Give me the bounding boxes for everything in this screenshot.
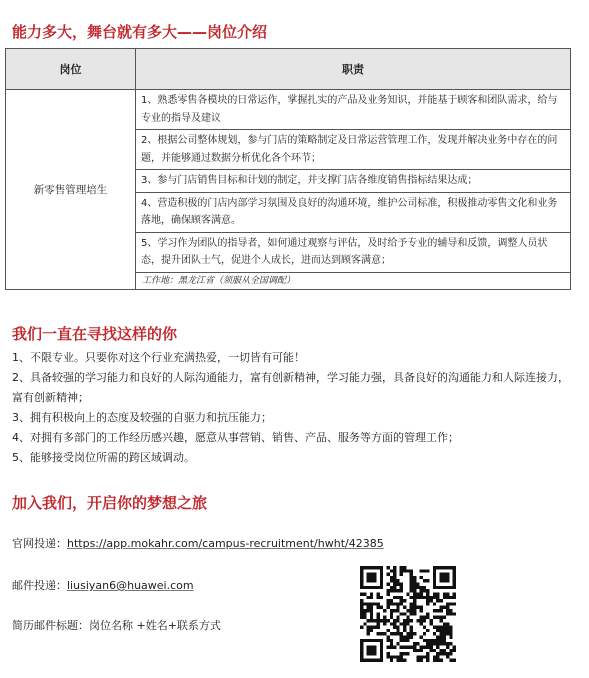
list-item: 4、对拥有多部门的工作经历感兴趣，愿意从事营销、销售、产品、服务等方面的管理工作；: [12, 431, 459, 444]
website-label: 官网投递：: [12, 537, 67, 550]
website-link[interactable]: https://app.mokahr.com/campus-recruitment/hwht/42385: [67, 537, 384, 550]
table-row: [6, 90, 571, 130]
position-section-title: 能力多大，舞台就有多大——岗位介绍: [12, 23, 268, 41]
list-item: 2、具备较强的学习能力和良好的人际沟通能力，富有创新精神，学习能力强，具备良好的沟通能力和人际连接力，富有创新精神；: [12, 371, 569, 404]
qr-code-icon: [360, 566, 456, 662]
subject-label: 简历邮件标题：: [12, 619, 89, 632]
email-subject-line: [12, 617, 221, 633]
duty-item: 1、熟悉零售各模块的日常运作，掌握扎实的产品及业务知识，并能基于顾客和团队需求，给与专业的指导及建议: [136, 90, 571, 130]
list-item: 3、拥有积极向上的态度及较强的自驱力和抗压能力；: [12, 411, 272, 424]
duty-item: 3、参与门店销售目标和计划的制定，并支撑门店各维度销售指标结果达成；: [136, 170, 571, 193]
email-link[interactable]: liusiyan6@huawei.com: [67, 579, 194, 592]
header-duty: 职责: [136, 49, 571, 90]
email-label: 邮件投递：: [12, 579, 67, 592]
subject-format: 岗位名称 +姓名+联系方式: [89, 619, 221, 632]
list-item: 5、能够接受岗位所需的跨区域调动。: [12, 451, 195, 464]
post-name: 新零售管理培生: [6, 90, 136, 290]
duty-item: 4、营造积极的门店内部学习氛围及良好的沟通环境，维护公司标准，积极推动零售文化和业务落地，确保顾客满意。: [136, 192, 571, 232]
duty-item: 2、根据公司整体规划，参与门店的策略制定及日常运营管理工作，发现并解决业务中存在的问题，并能够通过数据分析优化各个环节；: [136, 130, 571, 170]
requirements-list: [12, 348, 578, 468]
table-header-row: [6, 49, 571, 90]
position-table: [5, 48, 571, 290]
join-section-title: 加入我们，开启你的梦想之旅: [12, 494, 208, 512]
website-apply-line: [12, 535, 384, 551]
email-apply-line: [12, 577, 194, 593]
list-item: 1、不限专业。只要你对这个行业充满热爱，一切皆有可能！: [12, 351, 305, 364]
work-location: 工作地：黑龙江省（须服从全国调配）: [136, 272, 571, 289]
duty-item: 5、学习作为团队的指导者，如何通过观察与评估，及时给予专业的辅导和反馈，调整人员状态，提升团队士气，促进个人成长，进而达到顾客满意；: [136, 232, 571, 272]
header-post: 岗位: [6, 49, 136, 90]
requirements-section-title: 我们一直在寻找这样的你: [12, 325, 178, 343]
